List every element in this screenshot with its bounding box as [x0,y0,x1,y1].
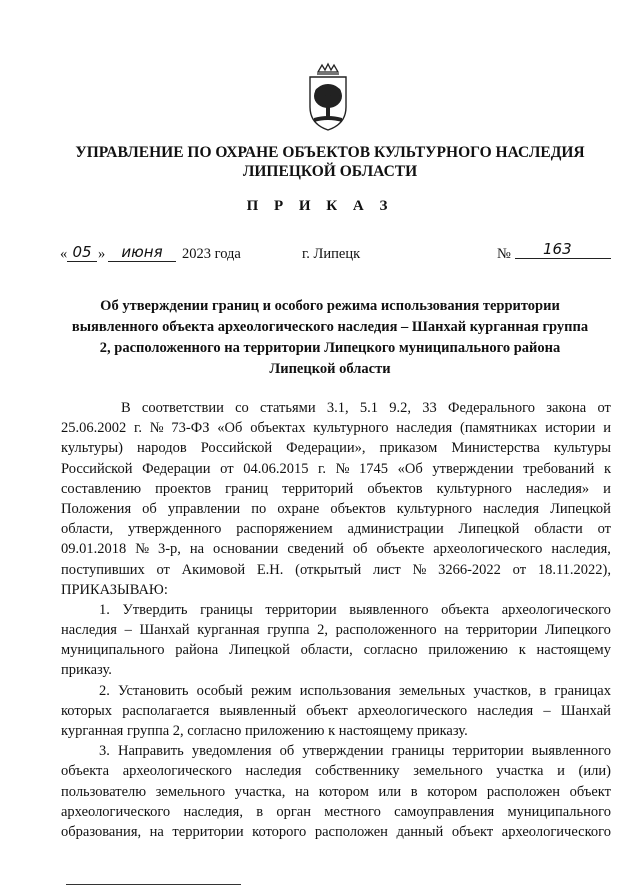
title-line: Об утверждении границ и особого режима использования территории [100,298,560,314]
document-body [61,398,611,842]
body-line: наследия – Шанхай курганная группа 2, расположенного на территории Липецкого [61,622,611,639]
body-line: объекта археологического наследия собственнику земельного участка и (или) [61,763,611,780]
body-line: которых располагается выявленный объект археологического наследия – Шанхай [61,702,611,719]
body-line: Положения об управлении по охране объектов культурного наследия Липецкой [61,500,611,517]
organization-name-line-1: УПРАВЛЕНИЕ ПО ОХРАНЕ ОБЪЕКТОВ КУЛЬТУРНОГО НАСЛЕДИЯ [75,144,585,161]
body-line: ПРИКАЗЫВАЮ: [61,581,168,598]
footer-rule [66,884,241,885]
body-line: 25.06.2002 г. № 73-ФЗ «Об объектах культурного наследия (памятниках истории и [61,420,611,437]
body-line: образования, на территории которого расположен данный объект археологического [61,823,611,840]
body-line: археологического наследия, в орган местного самоуправления муниципального [61,803,611,820]
body-line: 3. Направить уведомления об утверждении границы территории выявленного [99,743,611,760]
title-line: Липецкой области [269,361,391,377]
coat-of-arms-emblem [300,62,356,134]
number-sign: № [497,246,511,262]
body-line: 2. Установить особый режим использования земельных участков, в границах [99,682,611,699]
title-line: 2, расположенного на территории Липецкого муниципального района [99,340,561,356]
date-line [0,240,640,268]
date-open-quote: « [60,246,68,262]
body-line: муниципального района Липецкой области, согласно приложению к настоящему [61,642,611,659]
city-name: г. Липецк [302,246,361,262]
title-line: выявленного объекта археологического наследия – Шанхай курганная группа [71,319,589,335]
date-year: 2023 года [182,246,241,262]
body-line: 1. Утвердить границы территории выявленного объекта археологического [99,601,611,618]
order-number-handwritten: 163 [515,240,611,259]
date-day-handwritten: 05 [67,243,97,262]
organization-name-line-2: ЛИПЕЦКОЙ ОБЛАСТИ [242,163,418,180]
body-line: области, утвержденного распоряжением администрации Липецкой области от [61,521,611,538]
date-month-handwritten: июня [108,243,176,262]
body-line: 09.01.2018 № 3-р, на основании сведений об объекте археологического наследия, [61,541,611,558]
body-line: В соответствии со статьями 3.1, 5.1 9.2, 33 Федерального закона от [121,400,611,416]
document-title [60,296,600,380]
body-line: составлению проектов границ территорий объектов культурного наследия» и [61,480,611,497]
body-line: пользователю земельного участка, на котором или в котором расположен объект [61,783,611,800]
body-line: курганная группа 2, согласно приложению к настоящему приказу. [61,723,468,739]
body-line: поступивших от Акимовой Е.Н. (открытый лист № 3266-2022 от 18.11.2022), [61,561,611,578]
document-type-heading: П Р И К А З [246,198,394,214]
body-line: приказу. [61,662,112,679]
body-line: культуры) народов Российской Федерации», приказом Министерства культуры [61,440,611,457]
date-close-quote: » [98,246,106,262]
body-line: Российской Федерации от 04.06.2015 г. № 1745 «Об утверждении требований к [61,460,611,477]
